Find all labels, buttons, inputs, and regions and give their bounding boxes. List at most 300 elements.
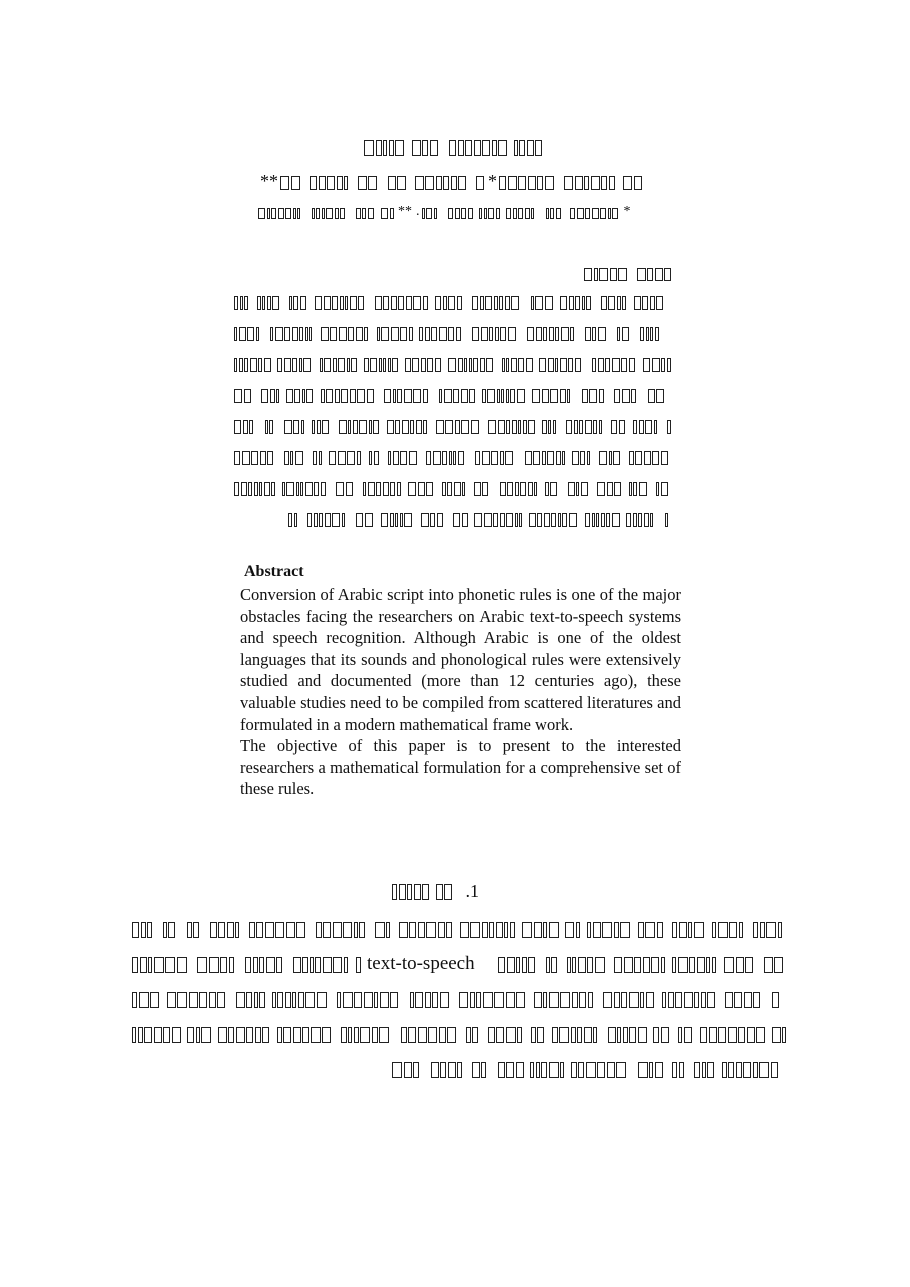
missing-glyph	[356, 327, 363, 341]
missing-glyph	[265, 922, 274, 938]
missing-glyph	[537, 176, 543, 190]
missing-glyph	[413, 1062, 419, 1078]
missing-glyph	[259, 482, 262, 496]
missing-glyph	[536, 1062, 540, 1078]
missing-glyph	[592, 358, 596, 372]
abstract-heading: Abstract	[244, 563, 304, 580]
english-abstract	[240, 562, 681, 800]
missing-glyph	[547, 451, 554, 465]
missing-glyph	[646, 327, 649, 341]
missing-glyph	[434, 208, 437, 219]
missing-glyph	[415, 992, 423, 1008]
missing-glyph	[455, 420, 460, 434]
missing-glyph	[421, 358, 426, 372]
missing-glyph	[633, 482, 637, 496]
missing-glyph	[584, 176, 589, 190]
missing-glyph	[672, 957, 676, 973]
missing-glyph	[601, 296, 607, 310]
missing-glyph	[445, 420, 453, 434]
missing-glyph	[484, 513, 492, 527]
missing-glyph	[525, 451, 532, 465]
missing-glyph	[529, 513, 536, 527]
missing-glyph	[694, 922, 704, 938]
missing-glyph	[297, 208, 300, 219]
missing-glyph	[368, 208, 374, 219]
arabic-text-line	[234, 292, 672, 308]
missing-glyph	[476, 992, 481, 1008]
missing-glyph	[256, 922, 263, 938]
missing-glyph	[330, 327, 337, 341]
missing-glyph	[539, 358, 546, 372]
missing-glyph	[534, 482, 537, 496]
missing-glyph	[678, 1027, 682, 1043]
missing-glyph	[453, 513, 460, 527]
missing-glyph	[598, 358, 604, 372]
missing-glyph	[421, 513, 429, 527]
missing-glyph	[578, 957, 586, 973]
missing-glyph	[405, 358, 411, 372]
missing-glyph	[480, 296, 484, 310]
missing-glyph	[197, 957, 207, 973]
missing-glyph	[501, 389, 504, 403]
missing-glyph	[585, 327, 591, 341]
missing-glyph	[402, 420, 409, 434]
arabic-text-line	[234, 323, 672, 339]
missing-glyph	[350, 389, 356, 403]
missing-glyph	[258, 208, 265, 219]
missing-glyph	[612, 358, 620, 372]
missing-glyph	[548, 420, 551, 434]
missing-glyph	[640, 992, 644, 1008]
missing-glyph	[491, 451, 498, 465]
missing-glyph	[154, 957, 164, 973]
missing-glyph	[498, 420, 505, 434]
missing-glyph	[341, 389, 348, 403]
missing-glyph	[543, 327, 547, 341]
missing-glyph	[425, 992, 431, 1008]
missing-glyph	[337, 176, 343, 190]
missing-glyph	[317, 992, 327, 1008]
missing-glyph	[296, 482, 299, 496]
missing-glyph	[607, 482, 613, 496]
missing-glyph	[301, 420, 304, 434]
missing-glyph	[333, 922, 342, 938]
missing-glyph	[479, 208, 482, 219]
missing-glyph	[340, 208, 345, 219]
missing-glyph	[700, 1027, 707, 1043]
missing-glyph	[565, 922, 574, 938]
missing-glyph	[436, 176, 442, 190]
missing-glyph	[341, 1027, 347, 1043]
missing-glyph	[242, 451, 250, 465]
missing-glyph	[312, 420, 315, 434]
missing-glyph	[468, 208, 473, 219]
missing-glyph	[556, 451, 561, 465]
missing-glyph	[201, 1027, 211, 1043]
missing-glyph	[644, 451, 651, 465]
missing-glyph	[753, 922, 758, 938]
missing-glyph	[772, 992, 779, 1008]
missing-glyph	[661, 451, 668, 465]
missing-glyph	[189, 992, 198, 1008]
missing-glyph	[712, 957, 716, 973]
missing-glyph	[555, 327, 559, 341]
missing-glyph	[492, 140, 497, 156]
authors-line	[258, 172, 658, 192]
missing-glyph	[292, 327, 298, 341]
missing-glyph	[381, 327, 389, 341]
missing-glyph	[443, 176, 449, 190]
missing-glyph	[447, 482, 452, 496]
missing-glyph	[594, 268, 598, 281]
missing-glyph	[448, 358, 456, 372]
missing-glyph	[614, 957, 622, 973]
missing-glyph	[332, 513, 340, 527]
missing-glyph	[391, 327, 399, 341]
missing-glyph	[422, 884, 429, 900]
missing-glyph	[354, 1027, 359, 1043]
missing-glyph	[481, 327, 488, 341]
missing-glyph	[283, 1027, 291, 1043]
missing-glyph	[187, 922, 192, 938]
missing-glyph	[532, 389, 540, 403]
missing-glyph	[611, 420, 617, 434]
missing-glyph	[395, 513, 398, 527]
missing-glyph	[250, 358, 257, 372]
missing-glyph	[638, 922, 644, 938]
missing-glyph	[568, 482, 575, 496]
missing-glyph	[483, 992, 493, 1008]
missing-glyph	[353, 420, 358, 434]
missing-glyph	[766, 922, 776, 938]
missing-glyph	[702, 1062, 706, 1078]
missing-glyph	[688, 922, 692, 938]
missing-glyph	[293, 957, 301, 973]
missing-glyph	[436, 420, 444, 434]
missing-glyph	[343, 992, 353, 1008]
missing-glyph	[324, 296, 331, 310]
missing-glyph	[601, 176, 607, 190]
missing-glyph	[288, 513, 292, 527]
missing-glyph	[578, 1062, 584, 1078]
missing-glyph	[400, 513, 403, 527]
missing-glyph	[550, 208, 554, 219]
missing-glyph	[245, 957, 251, 973]
missing-glyph	[423, 389, 428, 403]
missing-glyph	[507, 482, 513, 496]
missing-glyph	[367, 389, 374, 403]
missing-glyph	[442, 451, 447, 465]
missing-glyph	[333, 358, 337, 372]
missing-glyph	[506, 1062, 514, 1078]
missing-glyph	[362, 208, 366, 219]
missing-glyph	[257, 296, 261, 310]
missing-glyph	[537, 513, 542, 527]
missing-glyph	[584, 1027, 592, 1043]
missing-glyph	[644, 513, 649, 527]
missing-glyph	[528, 957, 535, 973]
missing-glyph	[401, 1027, 407, 1043]
missing-glyph	[354, 992, 362, 1008]
missing-glyph	[430, 513, 435, 527]
missing-glyph	[771, 1062, 778, 1078]
missing-glyph	[337, 992, 341, 1008]
missing-glyph	[132, 1027, 136, 1043]
missing-glyph	[675, 992, 682, 1008]
missing-glyph	[472, 327, 479, 341]
missing-glyph	[408, 482, 416, 496]
missing-glyph	[485, 296, 492, 310]
missing-glyph	[496, 1027, 504, 1043]
missing-glyph	[595, 957, 605, 973]
missing-glyph	[560, 358, 567, 372]
missing-glyph	[567, 957, 571, 973]
missing-glyph	[526, 358, 533, 372]
missing-glyph	[138, 1027, 143, 1043]
missing-glyph	[684, 992, 693, 1008]
missing-glyph	[528, 482, 533, 496]
arabic-text-line	[234, 385, 672, 401]
missing-glyph	[410, 420, 414, 434]
missing-glyph	[285, 992, 291, 1008]
missing-glyph	[293, 208, 296, 219]
missing-glyph	[679, 1062, 684, 1078]
missing-glyph	[374, 992, 378, 1008]
missing-glyph	[545, 482, 549, 496]
missing-glyph	[494, 992, 504, 1008]
missing-glyph	[407, 884, 412, 900]
paper-title	[364, 138, 550, 158]
missing-glyph	[306, 389, 313, 403]
missing-glyph	[307, 513, 312, 527]
missing-glyph	[393, 451, 399, 465]
missing-glyph	[480, 358, 485, 372]
missing-glyph	[472, 1062, 480, 1078]
missing-glyph	[511, 358, 517, 372]
missing-glyph	[461, 208, 466, 219]
arabic-text-line	[132, 955, 362, 973]
missing-glyph	[448, 296, 455, 310]
missing-glyph	[629, 451, 634, 465]
affiliation-line	[258, 201, 658, 219]
missing-glyph	[244, 358, 248, 372]
missing-glyph	[593, 1027, 597, 1043]
missing-glyph	[697, 957, 705, 973]
missing-glyph	[239, 358, 243, 372]
missing-glyph	[736, 1062, 742, 1078]
missing-glyph	[234, 327, 237, 341]
missing-glyph	[234, 451, 240, 465]
missing-glyph	[386, 922, 390, 938]
missing-glyph	[655, 327, 659, 341]
missing-glyph	[635, 451, 642, 465]
missing-glyph	[199, 992, 207, 1008]
missing-glyph	[392, 358, 398, 372]
missing-glyph	[376, 140, 382, 156]
missing-glyph	[267, 451, 273, 465]
missing-glyph	[259, 957, 264, 973]
missing-glyph	[380, 992, 389, 1008]
missing-glyph	[527, 140, 534, 156]
missing-glyph	[356, 208, 361, 219]
missing-glyph	[368, 176, 377, 190]
missing-glyph	[464, 358, 467, 372]
marker-text: .1	[465, 881, 479, 901]
missing-glyph	[517, 389, 525, 403]
missing-glyph	[712, 922, 716, 938]
missing-glyph	[588, 992, 593, 1008]
missing-glyph	[747, 1027, 755, 1043]
missing-glyph	[667, 358, 671, 372]
missing-glyph	[511, 296, 519, 310]
missing-glyph	[280, 176, 289, 190]
missing-glyph	[587, 957, 593, 973]
missing-glyph	[390, 513, 394, 527]
missing-glyph	[592, 327, 596, 341]
arabic-text-line	[234, 478, 672, 494]
missing-glyph	[217, 992, 225, 1008]
missing-glyph	[650, 513, 653, 527]
missing-glyph	[333, 957, 342, 973]
missing-glyph	[586, 1062, 596, 1078]
missing-glyph	[662, 992, 666, 1008]
missing-glyph	[235, 922, 239, 938]
missing-glyph	[292, 992, 296, 1008]
missing-glyph	[321, 327, 329, 341]
missing-glyph	[278, 208, 284, 219]
missing-glyph	[745, 957, 753, 973]
missing-glyph	[599, 420, 602, 434]
missing-glyph	[602, 922, 612, 938]
missing-glyph	[499, 296, 503, 310]
missing-glyph	[541, 1062, 547, 1078]
missing-glyph	[722, 1062, 727, 1078]
missing-glyph	[276, 389, 279, 403]
missing-glyph	[359, 420, 367, 434]
missing-glyph	[251, 451, 258, 465]
marker-text: *	[623, 204, 631, 219]
missing-glyph	[298, 992, 304, 1008]
missing-glyph	[324, 358, 331, 372]
missing-glyph	[482, 482, 488, 496]
missing-glyph	[270, 327, 273, 341]
missing-glyph	[743, 1062, 751, 1078]
missing-glyph	[522, 957, 527, 973]
missing-glyph	[506, 1027, 516, 1043]
missing-glyph	[614, 482, 621, 496]
missing-glyph	[262, 1027, 269, 1043]
missing-glyph	[436, 884, 443, 900]
missing-glyph	[284, 451, 289, 465]
missing-glyph	[317, 420, 321, 434]
missing-glyph	[315, 296, 322, 310]
abstract-paragraph-2: The objective of this paper is to present to the interested researchers a mathematical formulation for a comprehensive set of these rules.	[240, 736, 681, 799]
missing-glyph	[246, 992, 252, 1008]
missing-glyph	[756, 1027, 765, 1043]
missing-glyph	[533, 451, 540, 465]
missing-glyph	[249, 922, 255, 938]
missing-glyph	[656, 296, 663, 310]
missing-glyph	[209, 992, 216, 1008]
missing-glyph	[575, 358, 581, 372]
missing-glyph	[549, 922, 559, 938]
missing-glyph	[661, 358, 665, 372]
missing-glyph	[572, 451, 579, 465]
missing-glyph	[356, 957, 361, 973]
missing-glyph	[499, 176, 506, 190]
missing-glyph	[626, 513, 631, 527]
missing-glyph	[575, 296, 580, 310]
missing-glyph	[530, 1062, 534, 1078]
missing-glyph	[264, 482, 270, 496]
missing-glyph	[577, 1027, 582, 1043]
missing-glyph	[482, 389, 486, 403]
missing-glyph	[475, 451, 480, 465]
missing-glyph	[608, 208, 611, 219]
missing-glyph	[678, 957, 688, 973]
missing-glyph	[572, 992, 578, 1008]
missing-glyph	[456, 327, 461, 341]
missing-glyph	[372, 1027, 378, 1043]
missing-glyph	[488, 420, 496, 434]
missing-glyph	[724, 957, 734, 973]
missing-glyph	[448, 327, 454, 341]
missing-glyph	[271, 482, 275, 496]
missing-glyph	[443, 296, 447, 310]
missing-glyph	[440, 1062, 446, 1078]
missing-glyph	[598, 327, 606, 341]
missing-glyph	[555, 358, 558, 372]
missing-glyph	[518, 208, 523, 219]
missing-glyph	[292, 358, 297, 372]
missing-glyph	[575, 176, 583, 190]
missing-glyph	[409, 451, 417, 465]
missing-glyph	[426, 451, 431, 465]
missing-glyph	[629, 358, 635, 372]
missing-glyph	[444, 884, 452, 900]
missing-glyph	[453, 389, 459, 403]
missing-glyph	[544, 513, 550, 527]
missing-glyph	[277, 992, 283, 1008]
missing-glyph	[668, 992, 674, 1008]
missing-glyph	[614, 389, 620, 403]
missing-glyph	[462, 482, 465, 496]
missing-glyph	[531, 1027, 536, 1043]
missing-glyph	[277, 1027, 282, 1043]
missing-glyph	[709, 1027, 717, 1043]
missing-glyph	[319, 513, 323, 527]
missing-glyph	[461, 420, 469, 434]
missing-glyph	[439, 389, 442, 403]
missing-glyph	[548, 358, 554, 372]
missing-glyph	[510, 389, 515, 403]
missing-glyph	[592, 513, 595, 527]
missing-glyph	[383, 482, 389, 496]
missing-glyph	[335, 208, 339, 219]
missing-glyph	[634, 296, 641, 310]
missing-glyph	[518, 176, 526, 190]
missing-glyph	[259, 992, 265, 1008]
missing-glyph	[778, 922, 782, 938]
missing-glyph	[261, 389, 268, 403]
arabic-text-line	[132, 920, 787, 938]
missing-glyph	[543, 992, 547, 1008]
missing-glyph	[373, 420, 379, 434]
missing-glyph	[132, 957, 138, 973]
missing-glyph	[728, 1062, 734, 1078]
missing-glyph	[408, 1027, 416, 1043]
missing-glyph	[322, 208, 325, 219]
